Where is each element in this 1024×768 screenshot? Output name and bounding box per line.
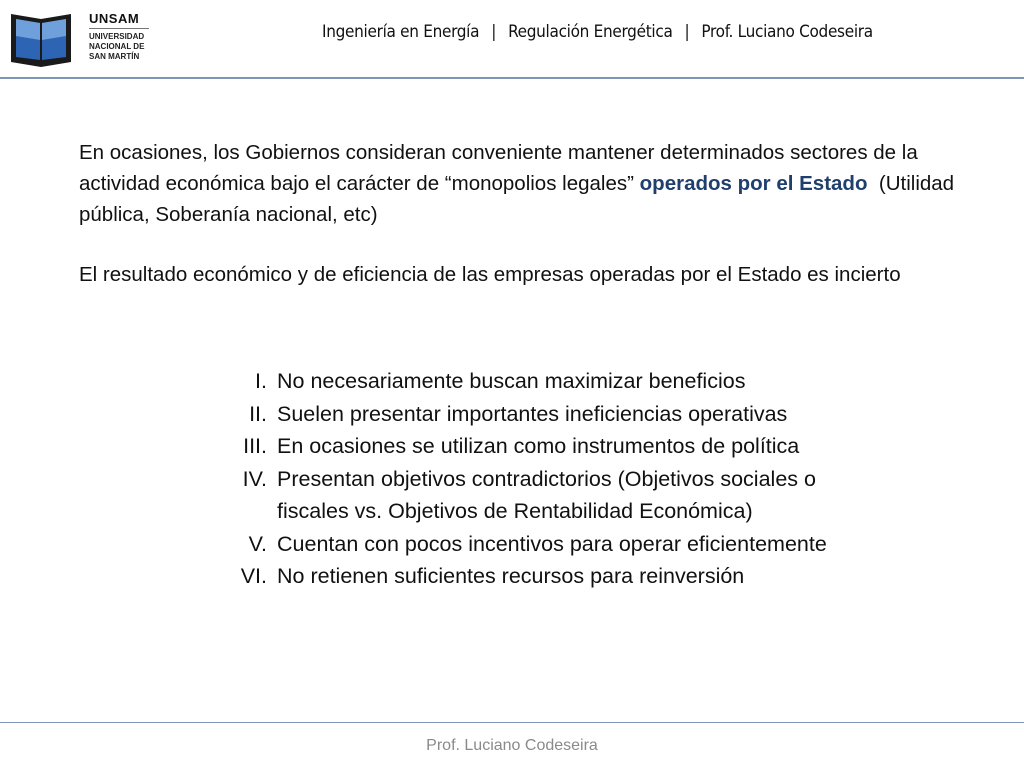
list-item-text: Presentan objetivos contradictorios (Objetivos sociales o fiscales vs. Objetivos de Rentabilidad Económica) bbox=[277, 466, 816, 523]
footer-divider bbox=[0, 722, 1024, 723]
list-item-text: En ocasiones se utilizan como instrumentos de política bbox=[277, 434, 800, 458]
list-item-text: Cuentan con pocos incentivos para operar eficientemente bbox=[277, 531, 827, 556]
logo-line-1: UNIVERSIDAD bbox=[89, 32, 145, 41]
logo-divider bbox=[89, 28, 149, 29]
list-item-number: VI. bbox=[240, 564, 267, 588]
list-item bbox=[227, 430, 887, 463]
header-separator-2: | bbox=[684, 22, 690, 42]
logo-line-3: SAN MARTÍN bbox=[89, 52, 140, 61]
unsam-logo-icon bbox=[9, 10, 73, 68]
list-item bbox=[227, 463, 887, 528]
intro-emphasis: operados por el Estado bbox=[639, 172, 868, 195]
subject-name: Regulación Energética bbox=[508, 22, 673, 42]
intro-text-end: (Utilidad pública, Soberanía nacional, etc) bbox=[79, 172, 955, 226]
logo-title: UNSAM bbox=[89, 11, 140, 26]
intro-text: En ocasiones, los Gobiernos consideran conveniente mantener determinados sectores de la actividad económica bajo el carácter de “monopolios legales” bbox=[79, 141, 918, 195]
list-item bbox=[227, 365, 887, 398]
list-item-text: No necesariamente buscan maximizar beneficios bbox=[277, 369, 746, 393]
university-name bbox=[89, 12, 149, 62]
footer-text: Prof. Luciano Codeseira bbox=[426, 737, 598, 754]
list-item-number: II. bbox=[249, 401, 267, 426]
list-item-number: I. bbox=[255, 369, 267, 393]
header-separator-1: | bbox=[491, 22, 497, 42]
list-item-text: No retienen suficientes recursos para reinversión bbox=[277, 564, 745, 588]
list-item-number: III. bbox=[243, 434, 267, 458]
characteristics-list bbox=[227, 365, 887, 593]
list-item bbox=[227, 560, 887, 593]
list-item bbox=[227, 398, 887, 431]
slide-header-title bbox=[322, 22, 873, 42]
list-item-number: V. bbox=[248, 531, 267, 556]
intro-paragraph bbox=[79, 137, 959, 230]
professor-name: Prof. Luciano Codeseira bbox=[701, 22, 873, 42]
course-name: Ingeniería en Energía bbox=[322, 22, 480, 42]
result-paragraph: El resultado económico y de eficiencia de las empresas operadas por el Estado es incierto bbox=[79, 263, 901, 286]
list-item-text: Suelen presentar importantes ineficiencias operativas bbox=[277, 401, 788, 426]
list-item bbox=[227, 528, 887, 561]
header-divider bbox=[0, 77, 1024, 79]
list-item-number: IV. bbox=[242, 466, 267, 491]
logo-line-2: NACIONAL DE bbox=[89, 42, 145, 51]
